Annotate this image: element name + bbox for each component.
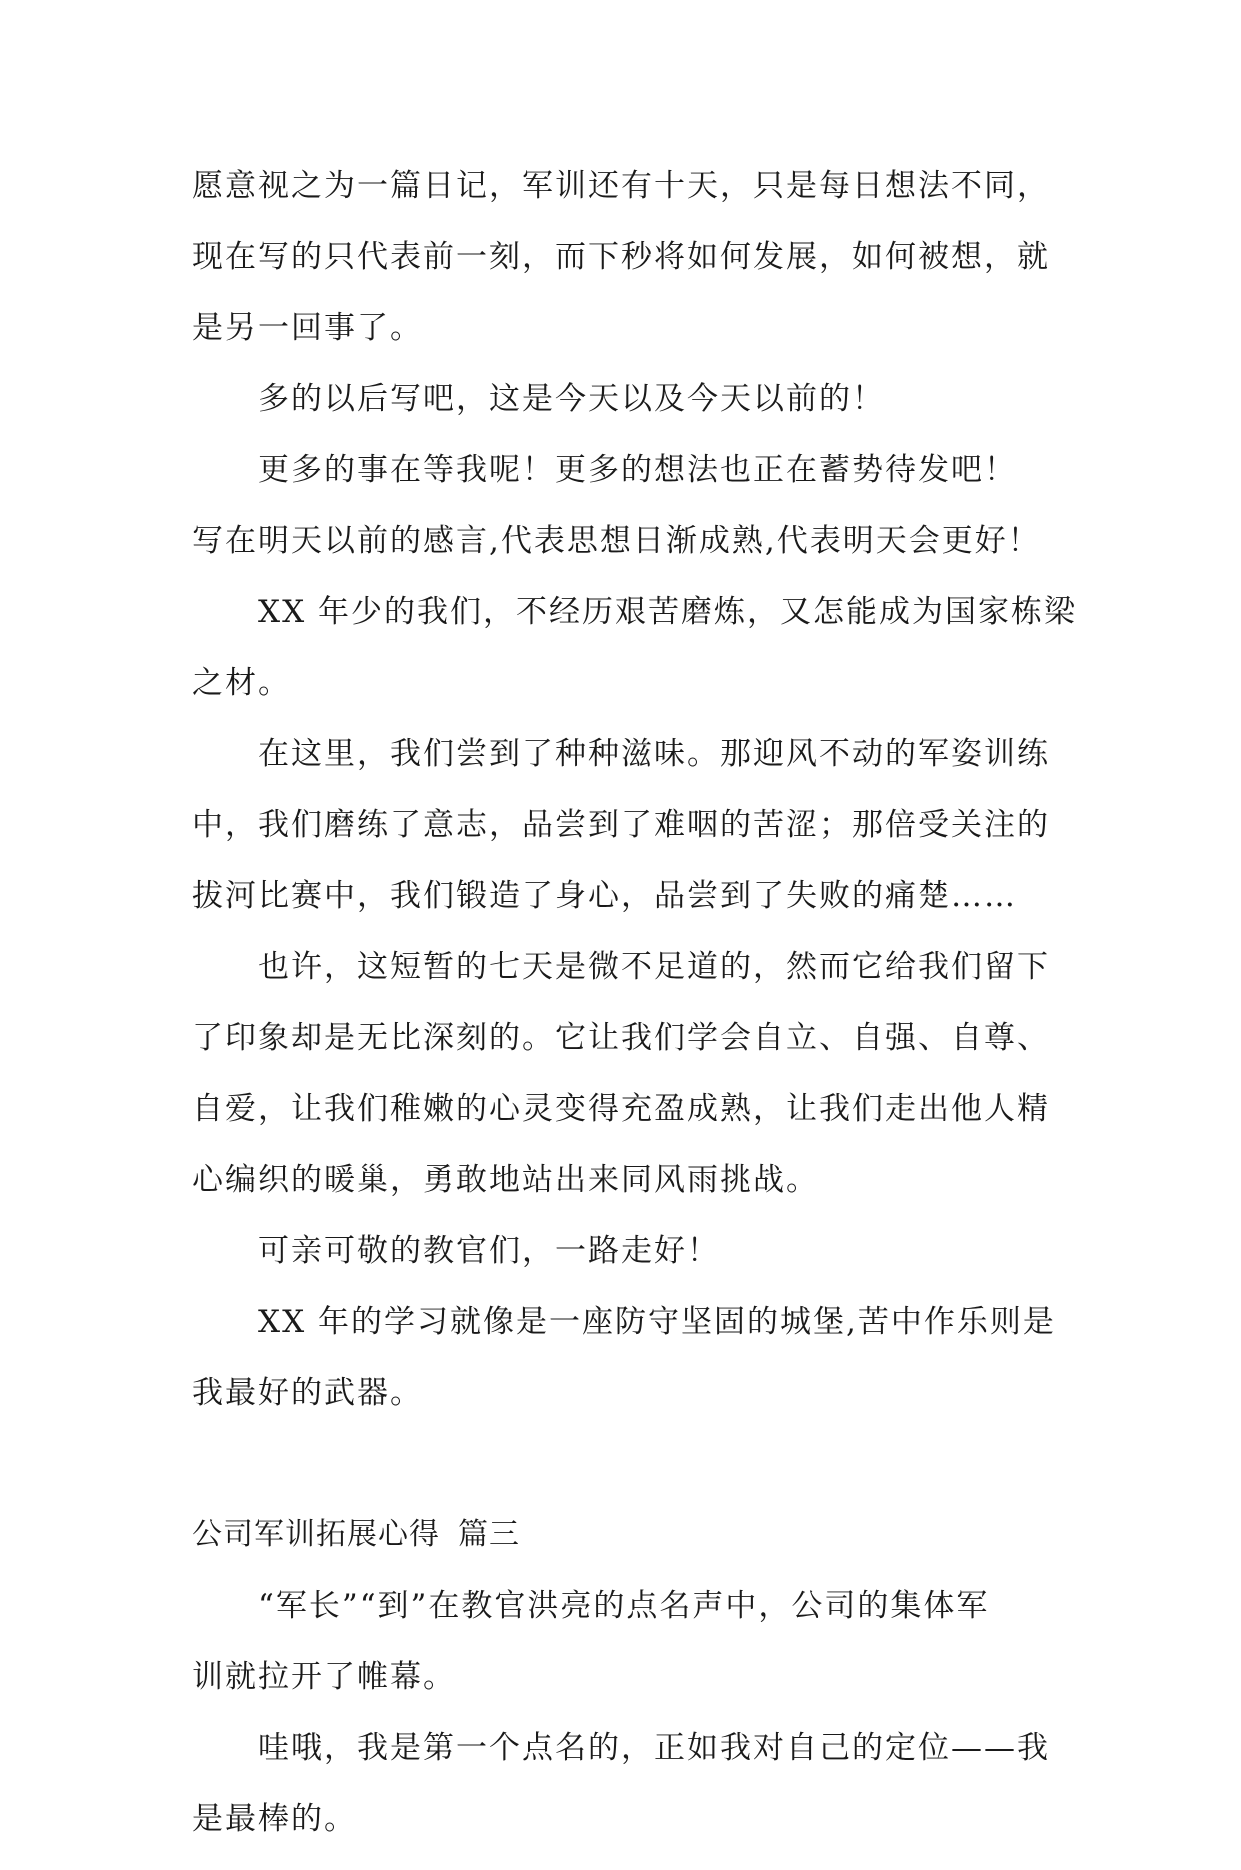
- paragraph-line: 之材。: [192, 665, 291, 701]
- paragraph-line: “军长”“到”在教官洪亮的点名声中，公司的集体军: [258, 1588, 990, 1624]
- paragraph-line: 现在写的只代表前一刻，而下秒将如何发展，如何被想，就: [192, 239, 1050, 275]
- paragraph-line: 是最棒的。: [192, 1801, 357, 1837]
- paragraph-line: 我最好的武器。: [192, 1375, 423, 1411]
- paragraph-line: 也许，这短暂的七天是微不足道的，然而它给我们留下: [258, 949, 1050, 985]
- section-spacer: [192, 1444, 1062, 1515]
- paragraph-line: 写在明天以前的感言,代表思想日渐成熟,代表明天会更好！: [192, 523, 1041, 559]
- paragraph-line: XX 年的学习就像是一座防守坚固的城堡,苦中作乐则是: [258, 1304, 1056, 1340]
- paragraph-line: 是另一回事了。: [192, 310, 423, 346]
- section-heading: [192, 1515, 1062, 1586]
- paragraph-line: 了印象却是无比深刻的。它让我们学会自立、自强、自尊、: [192, 1020, 1050, 1056]
- section-title: 公司军训拓展心得: [192, 1517, 440, 1552]
- paragraph-line: 训就拉开了帷幕。: [192, 1659, 456, 1695]
- section-number: 篇三: [458, 1517, 520, 1552]
- paragraph-line: 哇哦，我是第一个点名的，正如我对自己的定位——我: [258, 1730, 1050, 1766]
- paragraph-line: 多的以后写吧，这是今天以及今天以前的！: [258, 381, 885, 417]
- paragraph-line: 拔河比赛中，我们锻造了身心，品尝到了失败的痛楚……: [192, 878, 1017, 914]
- document-page: [192, 166, 1077, 1870]
- paragraph-line: 自爱，让我们稚嫩的心灵变得充盈成熟，让我们走出他人精: [192, 1091, 1050, 1127]
- paragraph-line: 心编织的暖巢，勇敢地站出来同风雨挑战。: [192, 1162, 819, 1198]
- paragraph-line: 在这里，我们尝到了种种滋味。那迎风不动的军姿训练: [258, 736, 1050, 772]
- paragraph-line: 可亲可敬的教官们，一路走好！: [258, 1233, 720, 1269]
- paragraph-line: XX 年少的我们，不经历艰苦磨炼，又怎能成为国家栋梁: [258, 594, 1077, 630]
- paragraph-line: 中，我们磨练了意志，品尝到了难咽的苦涩；那倍受关注的: [192, 807, 1050, 843]
- paragraph-line: 更多的事在等我呢！更多的想法也正在蓄势待发吧！: [258, 452, 1017, 488]
- paragraph-line: 愿意视之为一篇日记，军训还有十天，只是每日想法不同，: [192, 168, 1050, 204]
